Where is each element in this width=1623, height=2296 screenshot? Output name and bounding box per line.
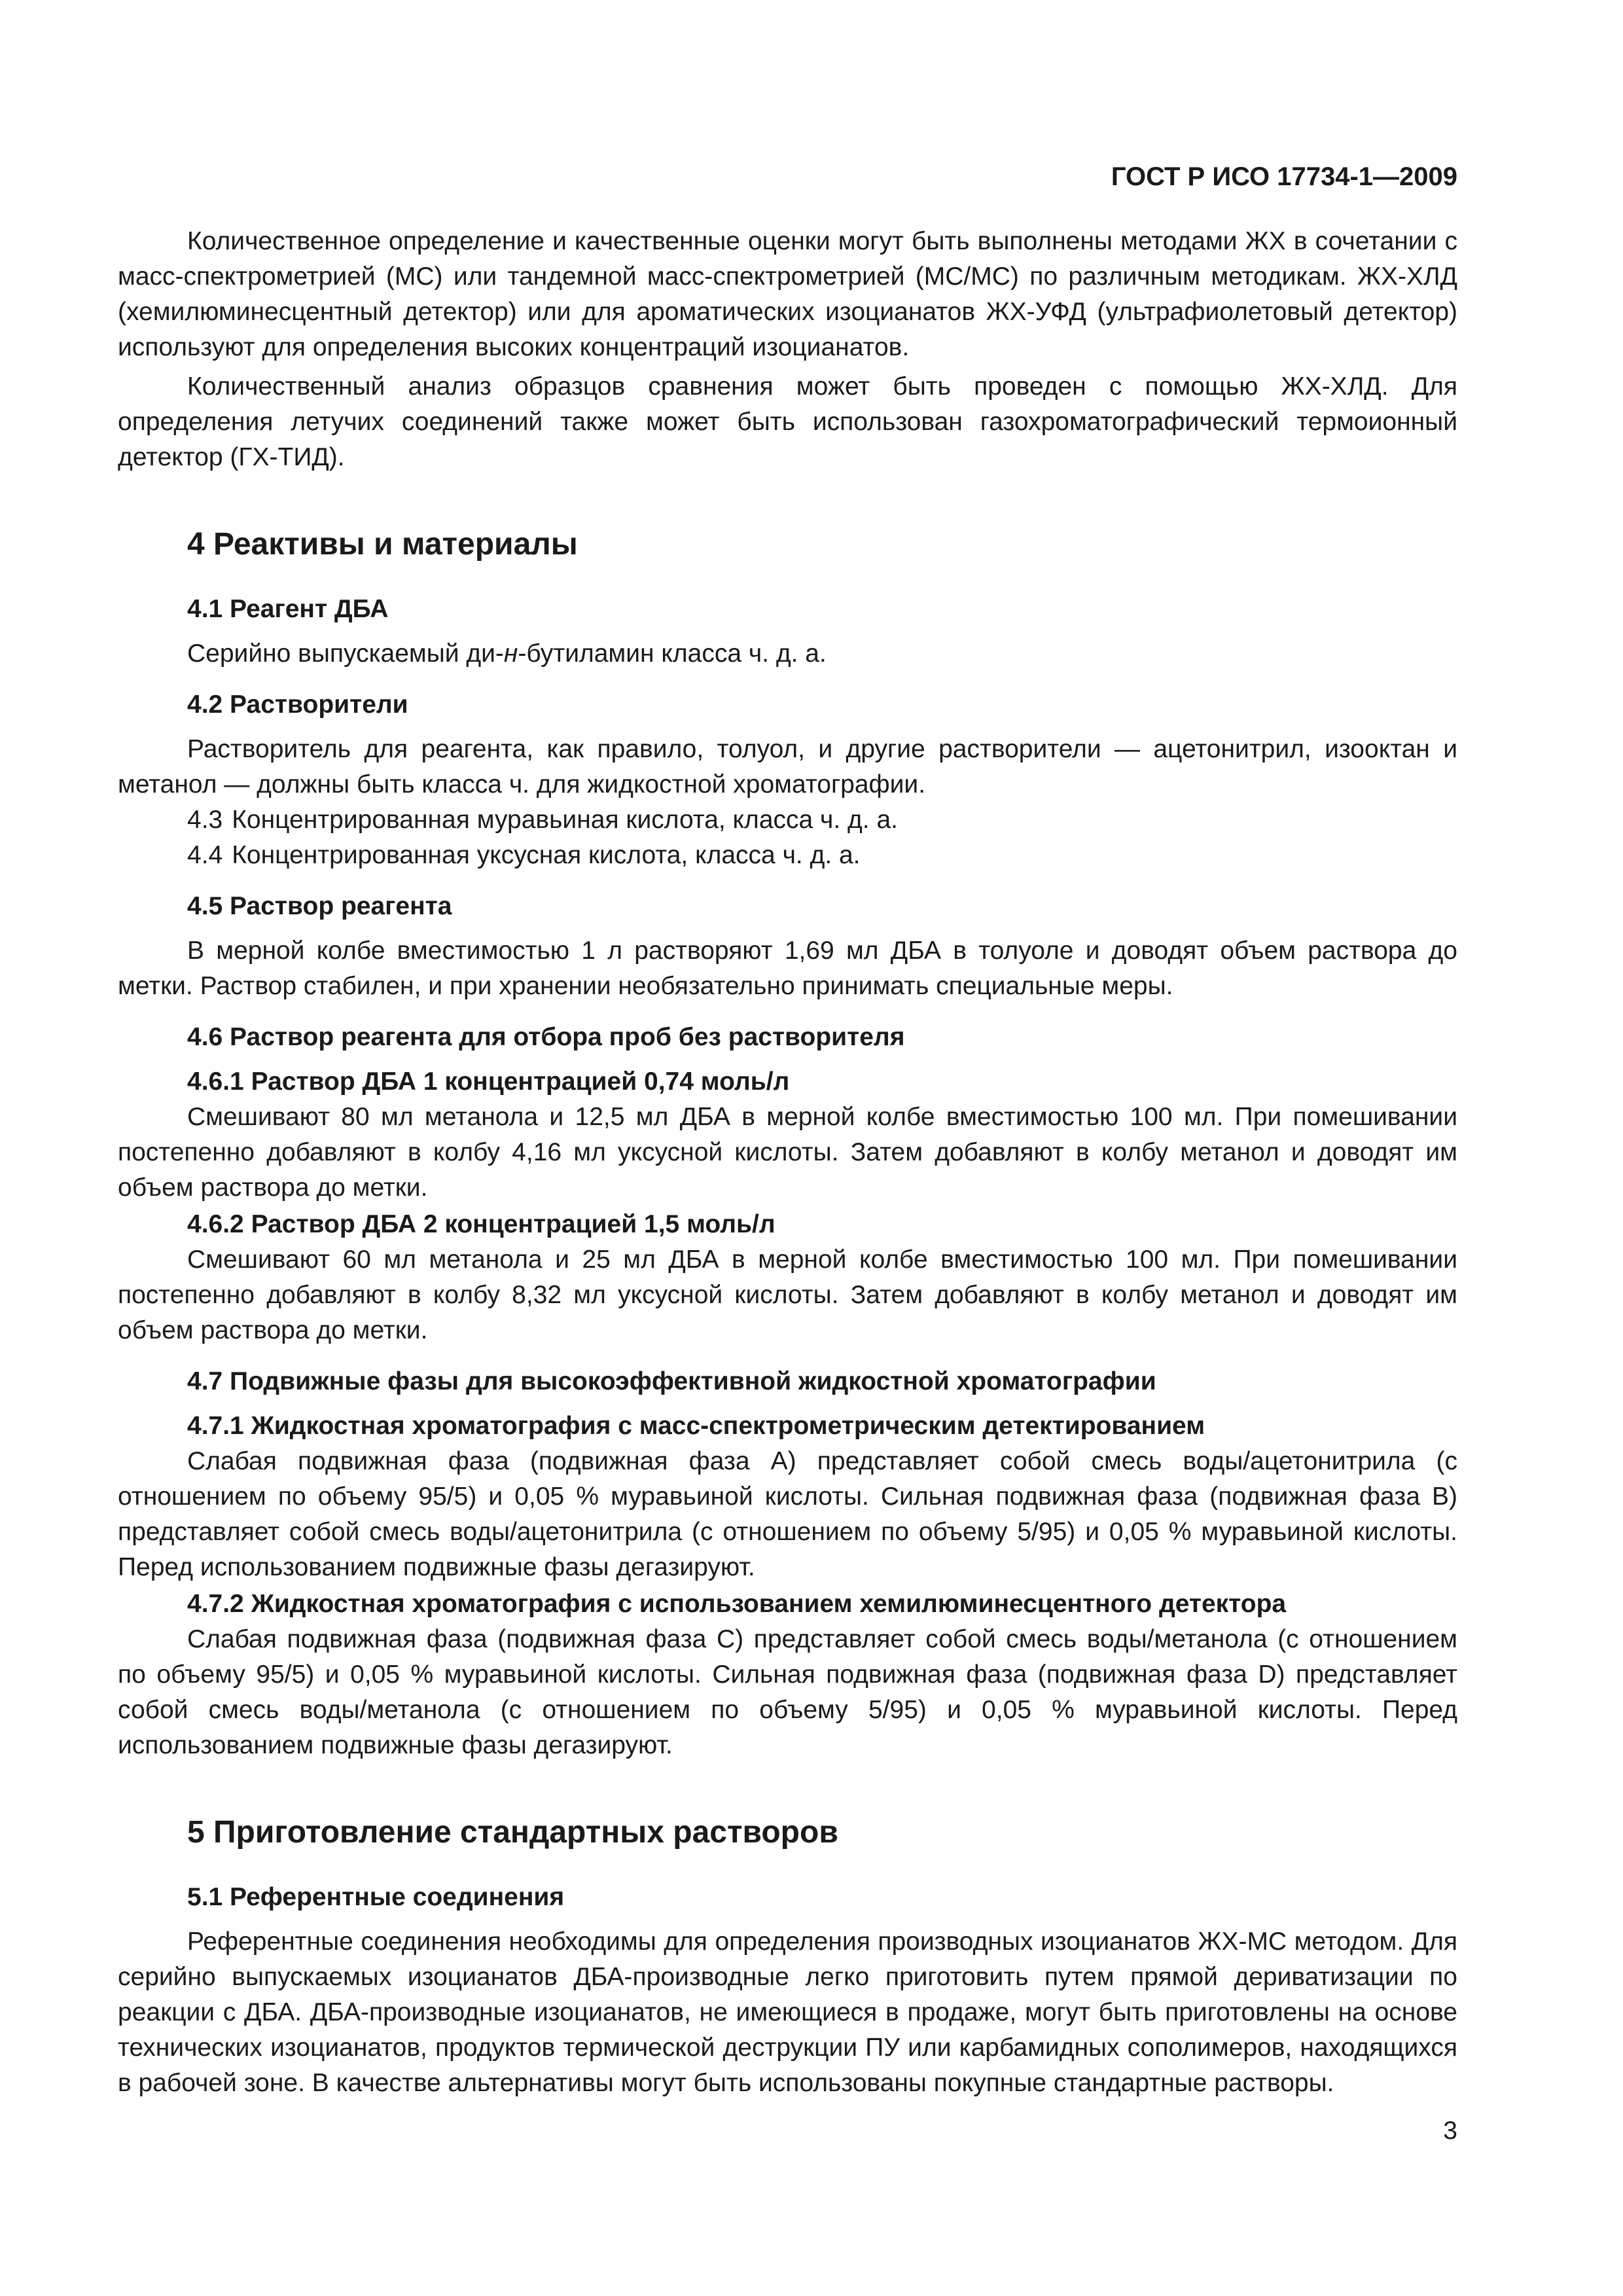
page-number: 3 [1443,2117,1457,2145]
item-number: 4.4 [187,841,223,869]
section-4-1-text [118,636,1457,672]
item-text: Концентрированная муравьиная кислота, класса ч. д. а. [232,806,898,834]
section-4-3-item [187,802,1457,838]
item-text: Концентрированная уксусная кислота, класса ч. д. а. [232,841,861,869]
section-4-5-text: В мерной колбе вместимостью 1 л растворяют 1,69 мл ДБА в толуоле и доводят объем раствора до метки. Раствор стабилен, и при хранении необязательно принимать специальные меры. [118,937,1457,1000]
section-4-6-2-title: 4.6.2 Раствор ДБА 2 концентрацией 1,5 моль/л [187,1210,776,1238]
section-4-1-title: 4.1 Реагент ДБА [187,595,389,623]
section-5-1-text: Референтные соединения необходимы для определения производных изоцианатов ЖХ-МС методом. Для серийно выпускаемых изоцианатов ДБА-производные легко приготовить путем прямой дериватизации по реакции с ДБА. ДБА-производные изоцианатов, не имеющиеся в продаже, могут быть приготовлены на основе технических изоцианатов, продуктов термической деструкции ПУ или карбамидных сополимеров, находящихся в рабочей зоне. В качестве альтернативы могут быть использованы покупные стандартные растворы. [118,1928,1457,2097]
section-4-7-2-text: Слабая подвижная фаза (подвижная фаза С) представляет собой смесь воды/метанола (с отношением по объему 95/5) и 0,05 % муравьиной кислоты. Сильная подвижная фаза (подвижная фаза D) представляет собой смесь воды/метанола (с отношением по объему 5/95) и 0,05 % муравьиной кислоты. Перед использованием подвижные фазы дегазируют. [118,1625,1457,1759]
section-5-1-title: 5.1 Референтные соединения [187,1883,565,1911]
intro-paragraph-1: Количественное определение и качественные оценки могут быть выполнены методами ЖХ в сочетании с масс-спектрометрией (МС) или тандемной масс-спектрометрией (МС/МС) по различным методикам. ЖХ-ХЛД (хемилюминесцентный детектор) или для ароматических изоцианатов ЖХ-УФД (ультрафиолетовый детектор) используют для определения высоких концентраций изоцианатов. [118,227,1457,361]
text-fragment: -бутиламин класса ч. д. а. [518,639,827,668]
document-code: ГОСТ Р ИСО 17734-1—2009 [1111,162,1457,191]
text-fragment: Серийно выпускаемый ди- [187,639,504,668]
section-5-title: 5 Приготовление стандартных растворов [187,1815,838,1850]
item-number: 4.3 [187,806,223,834]
section-4-6-2-text: Смешивают 60 мл метанола и 25 мл ДБА в мерной колбе вместимостью 100 мл. При помешивании постепенно добавляют в колбу 8,32 мл уксусной кислоты. Затем добавляют в колбу метанол и доводят им объем раствора до метки. [118,1246,1457,1344]
section-4-7-2-title: 4.7.2 Жидкостная хроматография с использованием хемилюминесцентного детектора [187,1590,1287,1618]
italic-fragment: н [503,639,518,668]
section-4-2-text: Растворитель для реагента, как правило, толуол, и другие растворители — ацетонитрил, изооктан и метанол — должны быть класса ч. для жидкостной хроматографии. [118,735,1457,798]
section-4-7-title: 4.7 Подвижные фазы для высокоэффективной жидкостной хроматографии [187,1367,1156,1395]
section-4-title: 4 Реактивы и материалы [187,527,578,562]
intro-paragraph-2: Количественный анализ образцов сравнения может быть проведен с помощью ЖХ-ХЛД. Для определения летучих соединений также может быть использован газохроматографический термоионный детектор (ГХ-ТИД). [118,372,1457,471]
section-4-7-1-text: Слабая подвижная фаза (подвижная фаза А) представляет собой смесь воды/ацетонитрила (с отношением по объему 95/5) и 0,05 % муравьиной кислоты. Сильная подвижная фаза (подвижная фаза В) представляет собой смесь воды/ацетонитрила (с отношением по объему 5/95) и 0,05 % муравьиной кислоты. Перед использованием подвижные фазы дегазируют. [118,1447,1457,1581]
section-4-6-1-text: Смешивают 80 мл метанола и 12,5 мл ДБА в мерной колбе вместимостью 100 мл. При помешивании постепенно добавляют в колбу 4,16 мл уксусной кислоты. Затем добавляют в колбу метанол и доводят им объем раствора до метки. [118,1103,1457,1202]
section-4-5-title: 4.5 Раствор реагента [187,892,452,920]
section-4-4-item [187,838,1457,873]
section-4-2-title: 4.2 Растворители [187,691,408,719]
section-4-7-1-title: 4.7.1 Жидкостная хроматография с масс-спектрометрическим детектированием [187,1412,1205,1440]
section-4-6-title: 4.6 Раствор реагента для отбора проб без растворителя [187,1023,905,1051]
section-4-6-1-title: 4.6.1 Раствор ДБА 1 концентрацией 0,74 моль/л [187,1067,790,1096]
